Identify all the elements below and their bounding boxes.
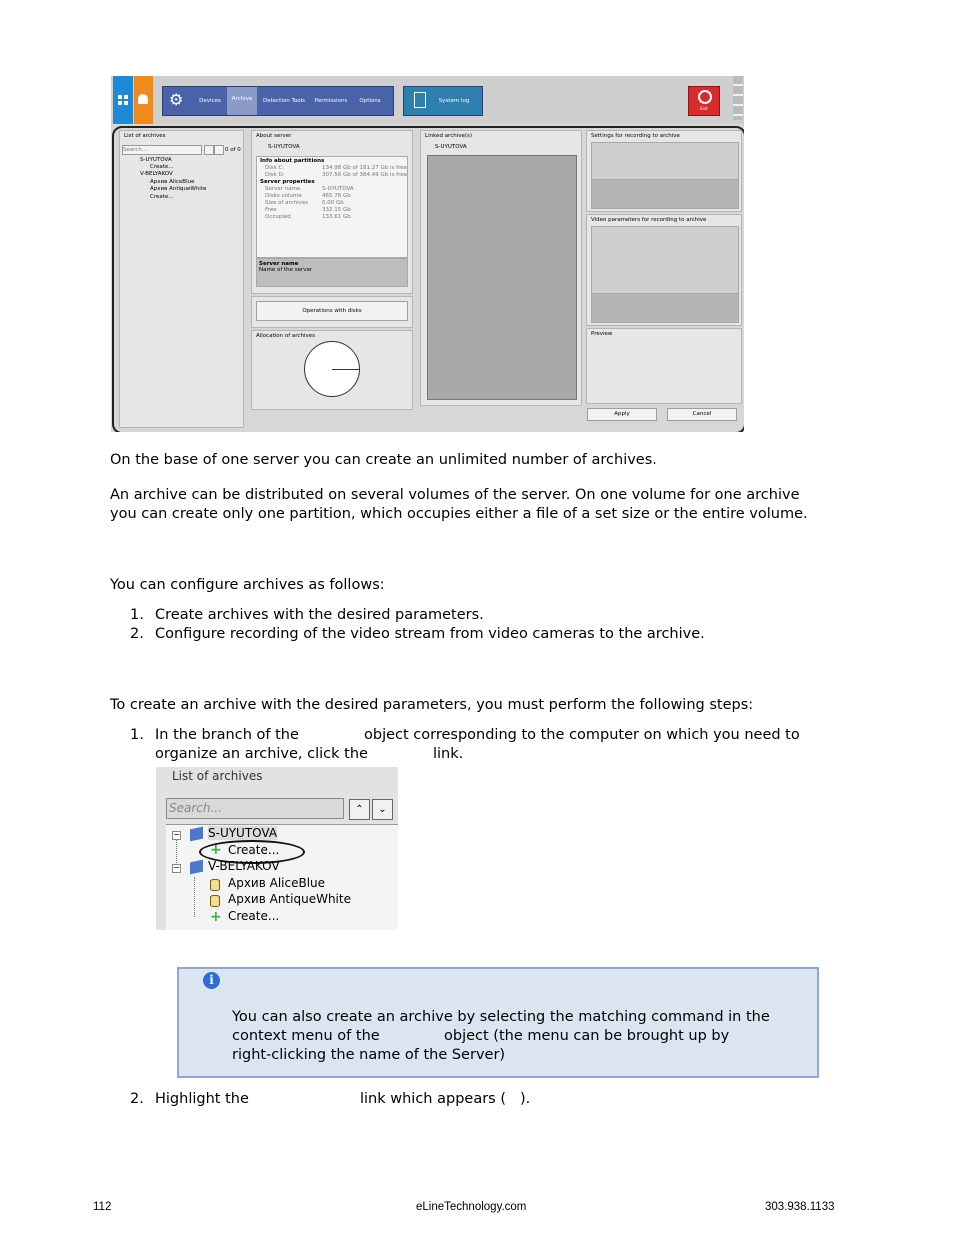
linked-server-name: S-UYUTOVA	[435, 144, 467, 150]
log-icon	[414, 92, 426, 108]
pie-radius	[332, 369, 359, 370]
search-counter: 0 of 0	[225, 147, 241, 153]
paragraph: On the base of one server you can create an unlimited number of archives.	[110, 452, 657, 468]
tree-create-link-2[interactable]: Create...	[228, 909, 280, 923]
search-down-button[interactable]	[372, 799, 393, 820]
tree-archive-2[interactable]: Архив AntiqueWhite	[150, 186, 207, 192]
step-text: In the branch of the	[155, 727, 299, 743]
archive-settings-screenshot	[111, 76, 744, 432]
operations-panel	[251, 296, 413, 328]
search-input[interactable]	[166, 798, 344, 819]
property-name: Disks volume	[265, 193, 302, 199]
plus-icon: +	[210, 842, 222, 858]
monitor-icon	[190, 827, 203, 842]
exit-label: Exit	[700, 106, 708, 111]
page-number: 112	[93, 1201, 112, 1213]
partition-value: 134.98 Gb of 181.27 Gb is free	[322, 165, 408, 171]
info-icon: i	[203, 972, 220, 989]
tree-create-link-1[interactable]: Create...	[150, 164, 174, 170]
step-text: Highlight the	[155, 1091, 249, 1107]
tree-create-link-2[interactable]: Create...	[150, 194, 174, 200]
nav-group	[162, 86, 394, 116]
gear-icon: ⚙	[169, 90, 184, 109]
preview-panel	[586, 328, 742, 404]
list-title: List of archives	[172, 769, 263, 783]
tree-archive-1[interactable]: Архив AliceBlue	[228, 876, 326, 890]
collapse-icon[interactable]: −	[173, 830, 180, 839]
property-name: Occupied	[265, 214, 291, 220]
tree-server-2[interactable]: V-BELYAKOV	[208, 859, 280, 873]
tree-archive-2[interactable]: Архив AntiqueWhite	[228, 892, 351, 906]
about-server-panel	[251, 130, 413, 294]
list-number: 2.	[130, 626, 144, 642]
tab-devices[interactable]: Devices	[199, 98, 221, 104]
tree-archive-1[interactable]: Архив AliceBlue	[150, 179, 195, 185]
linked-archives-title: Linked archive(s)	[425, 133, 473, 139]
step-text: link.	[433, 746, 464, 762]
main-frame	[112, 126, 744, 432]
archive-list-screenshot	[156, 767, 398, 930]
list-title: List of archives	[124, 133, 166, 139]
description-title: Server name	[259, 261, 299, 267]
info-note	[177, 967, 819, 1078]
step-number: 1.	[130, 727, 144, 743]
recording-settings-field	[591, 142, 739, 180]
step-text: organize an archive, click the	[155, 746, 368, 762]
description-text: Name of the server	[259, 267, 313, 273]
power-icon	[698, 90, 712, 104]
exit-button[interactable]	[688, 86, 720, 116]
system-log-button[interactable]	[403, 86, 483, 116]
partition-name: Disk C:	[265, 165, 285, 171]
chevron-down-icon: ⌄	[378, 804, 387, 815]
note-text: object (the menu can be brought up by	[444, 1028, 730, 1044]
list-number: 1.	[130, 607, 144, 623]
video-parameters-field	[591, 226, 739, 294]
tab-detection-tools[interactable]: Detection Tools	[262, 98, 305, 104]
search-input[interactable]: Search...	[122, 145, 202, 155]
monitor-icon	[190, 860, 203, 875]
video-parameters-panel	[586, 214, 742, 326]
footer-site: eLineTechnology.com	[416, 1201, 527, 1213]
alarm-button[interactable]	[134, 76, 153, 124]
property-name: Size of archives	[265, 200, 309, 206]
database-icon	[210, 895, 220, 907]
property-description	[256, 258, 408, 287]
top-toolbar	[111, 76, 744, 124]
bell-icon	[138, 94, 148, 104]
partitions-header: Info about partitions	[260, 158, 325, 164]
allocation-panel	[251, 330, 413, 410]
property-value: S-UYUTOVA	[322, 186, 354, 192]
archive-tree	[166, 824, 398, 930]
collapse-icon[interactable]: −	[173, 863, 180, 872]
paragraph: An archive can be distributed on several volumes of the server. On one volume for one archive	[110, 487, 800, 503]
recording-settings-field	[591, 179, 739, 209]
property-name: Server name	[265, 186, 301, 192]
paragraph: you can create only one partition, which occupies either a file of a set size or the entire volume.	[110, 506, 808, 522]
property-value: 133.61 Gb	[322, 214, 351, 220]
archive-list-panel	[119, 130, 244, 428]
paragraph: You can configure archives as follows:	[110, 577, 385, 593]
property-name: Free	[265, 207, 277, 213]
partition-value: 307.56 Gb of 384.49 Gb is free	[322, 172, 408, 178]
search-down-button[interactable]	[214, 145, 224, 155]
property-value: 0.00 Gb	[322, 200, 344, 206]
allocation-pie-chart	[304, 341, 360, 397]
video-parameters-field	[591, 293, 739, 323]
note-text: context menu of the	[232, 1028, 380, 1044]
recording-settings-title: Settings for recording to archive	[591, 133, 680, 139]
allocation-title: Allocation of archives	[256, 333, 315, 339]
chevron-up-icon: ⌃	[355, 804, 364, 815]
cancel-button[interactable]: Cancel	[667, 408, 737, 421]
plus-icon: +	[210, 909, 222, 925]
database-icon	[210, 879, 220, 891]
tab-permissions[interactable]: Permissions	[314, 98, 348, 104]
list-text: Configure recording of the video stream from video cameras to the archive.	[155, 626, 705, 642]
paragraph: To create an archive with the desired parameters, you must perform the following steps:	[110, 697, 754, 713]
property-value: 332.15 Gb	[322, 207, 351, 213]
note-text: You can also create an archive by selecting the matching command in the	[232, 1009, 770, 1025]
linked-archives-list	[427, 155, 577, 400]
about-server-title: About server	[256, 133, 292, 139]
tree-server-1[interactable]: S-UYUTOVA	[140, 157, 172, 163]
video-parameters-title: Video parameters for recording to archive	[591, 217, 707, 223]
step-text: link which appears (	[360, 1091, 506, 1107]
windows-button[interactable]	[113, 76, 133, 124]
step-number: 2.	[130, 1091, 144, 1107]
properties-header: Server properties	[260, 179, 315, 185]
linked-archives-panel	[420, 130, 582, 406]
windows-icon	[118, 95, 128, 105]
window-controls[interactable]	[733, 76, 743, 120]
properties-grid	[256, 156, 408, 258]
tab-archive[interactable]: Archive	[227, 87, 257, 115]
search-placeholder: Search...	[169, 801, 222, 815]
about-server-name: S-UYUTOVA	[268, 144, 300, 150]
search-up-button[interactable]	[204, 145, 214, 155]
operations-with-disks-button[interactable]: Operations with disks	[256, 301, 408, 321]
recording-settings-panel	[586, 130, 742, 212]
list-text: Create archives with the desired parameters.	[155, 607, 484, 623]
partition-name: Disk D:	[265, 172, 285, 178]
step-text: object corresponding to the computer on which you need to	[364, 727, 800, 743]
apply-button[interactable]: Apply	[587, 408, 657, 421]
tree-server-1[interactable]: S-UYUTOVA	[208, 826, 278, 840]
search-up-button[interactable]	[349, 799, 370, 820]
tree-server-2[interactable]: V-BELYAKOV	[140, 171, 173, 177]
property-value: 465.76 Gb	[322, 193, 351, 199]
preview-title: Preview	[591, 331, 613, 337]
tab-options[interactable]: Options	[359, 98, 381, 104]
footer-phone: 303.938.1133	[765, 1201, 835, 1213]
note-text: right-clicking the name of the Server)	[232, 1047, 506, 1063]
tree-create-link-1[interactable]: Create...	[228, 843, 280, 857]
tree-lines	[194, 877, 196, 917]
system-log-label: System log	[438, 98, 470, 104]
step-text: ).	[520, 1091, 531, 1107]
